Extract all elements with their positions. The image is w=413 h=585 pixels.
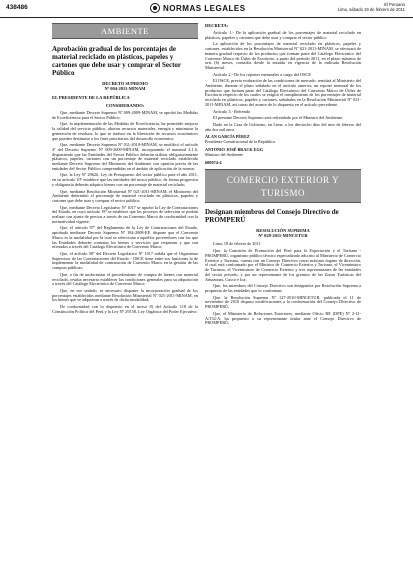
publication-name: NORMAS LEGALES bbox=[163, 3, 246, 13]
decree-type: DECRETO SUPREMO bbox=[102, 81, 148, 86]
paragraph: Que, el Ministerio de Relaciones Exteriores, mediante Oficio RE (DPE) Nº 2-11-A/152-A, ha propuesto a su representante titular ante el Consejo Directivo de PROMPERÚ; bbox=[205, 310, 361, 326]
paragraph: La aplicación de los porcentajes de material reciclado en plásticos, papeles y cartones, establecidos en la Resolución Ministerial Nº 021-2011-MINAM, se efectuará de manera gradual respecto de los productos que forman parte del Catálogo Electrónico del Convenio Marco de Útiles de Escritorio, a partir del periodo 2011, en el plazo máximo de seis (6) meses, contados desde la entrada en vigencia de la indicada Resolución Ministerial. bbox=[205, 41, 361, 70]
left-column bbox=[52, 23, 198, 316]
paragraph: Que, mediante Decreto Supremo Nº 009-2009-MINAM, se aprobó las Medidas de Ecoeficiencia para el Sector Público; bbox=[52, 110, 198, 120]
paragraph: Que, la Resolución Suprema Nº 127-2010-MINCETUR, publicada el 11 de noviembre de 2010 dispuso modificaciones a la conformación del Consejo Directivo de PROMPERÚ; bbox=[205, 294, 361, 310]
resolution-number: Nº 028-2011-MINCETUR bbox=[258, 233, 308, 239]
paragraph: Artículo 3.- Refrendo bbox=[213, 108, 251, 114]
paragraph: El presente Decreto Supremo será refrendado por el Ministro del Ambiente. bbox=[213, 115, 344, 121]
paragraph: Que, la implementación de las Medidas de Ecoeficiencia, ha permitido mejorar la calidad del servicio público, ahorrar recursos materiales, energía y minimizar la generación de residuos, lo que se traduce en la liberación de recursos económicos que pueden destinarse a los fines prioritarios del desarrollo económico; bbox=[52, 121, 198, 141]
publication-date: Lima, sábado 19 de febrero de 2011 bbox=[337, 7, 405, 12]
reference-number: 608074-4 bbox=[205, 160, 222, 166]
newspaper-name: El Peruano bbox=[384, 2, 405, 7]
publication-logo-icon bbox=[150, 3, 160, 13]
paragraph: Que, la Comisión de Promoción del Perú para la Exportación y el Turismo - PROMPERÚ, organismo público técnico especializado adscrito al Ministerio de Comercio Exterior y Turismo, cuenta con un Consejo Directivo como máximo órgano de dirección, el cual está conformado por el Ministro de Comercio Exterior y Turismo, el Viceministro de Turismo, el Viceministro de Comercio Exterior y tres representantes de las entidades del sector privado, y por un representante de los gremios de las Zonas Turísticas del Amazonas, Cusco e Ica; bbox=[205, 248, 362, 282]
paragraph: De conformidad con lo dispuesto en el inciso 8) del Artículo 118 de la Constitución Política del Perú y la Ley Nº 29158, Ley Orgánica del Poder Ejecutivo; bbox=[52, 304, 198, 314]
paragraph: Que, la Ley Nº 29626, Ley de Presupuesto del sector público para el año 2011, en su artículo 10º establece que las entidades del sector público, de forma progresiva y obligatoria deberán adquirir bienes con un porcentaje de material reciclado; bbox=[52, 172, 198, 187]
signature-name: ANTONIO JOSÉ BRACK EGG bbox=[205, 147, 263, 153]
paragraph: El OSCE, previa evaluación de las condiciones de mercado, remitirá al Ministerio del Ambiente, durante el plazo señalado en el artículo anterior, un reporte mensual de los productos que forman parte del Catálogo Electrónico del Convenio Marco de Útiles de Escritorio respecto de los cuales se exigirá el cumplimiento de los porcentajes de material reciclado en plásticos, papeles y cartones, señalados en la Resolución Ministerial Nº 021-2011-MINAM, así como del avance de lo dispuesto en el artículo precedente. bbox=[205, 78, 361, 107]
paragraph: Que, el artículo 58º del Decreto Legislativo Nº 1017 señala que el Organismo Supervisor de las Contrataciones del Estado - OSCE tiene entre sus funciones la de implementar la modalidad de contratación de Convenio Marco en la gestión de las compras públicas; bbox=[52, 250, 198, 271]
paragraph: Que, mediante Decreto Supremo Nº 011-2010-MINAM, se modificó el artículo 4º del Decreto Supremo Nº 009-2009-MINAM, incorporando el numeral 4.1.6, disponiendo que las Entidades del Sector Público deberán utilizar obligatoriamente plásticos, papeles, cartones con un porcentaje de material reciclado establecido mediante Decreto Supremo del Ministerio del Ambiente con opinión previa de las entidades del Sector Público comprendidas en el ámbito de aplicación de la norma; bbox=[52, 142, 198, 171]
section-banner-comercio: COMERCIO EXTERIOR Y TURISMO bbox=[205, 169, 361, 203]
header-right bbox=[338, 2, 405, 12]
right-column bbox=[205, 23, 361, 328]
decree-number: Nº 004-2011-MINAM bbox=[104, 86, 146, 91]
page-number: 438486 bbox=[6, 4, 28, 11]
considering-heading: CONSIDERANDO: bbox=[105, 103, 145, 108]
signature-role: Ministro del Ambiente bbox=[205, 152, 243, 158]
section-banner-ambiente: AMBIENTE bbox=[52, 23, 198, 39]
page-header bbox=[0, 0, 413, 18]
paragraph: Que, mediante Decreto Legislativo Nº 1017 se aprobó la Ley de Contrataciones del Estado, en cuyo artículo 19º se establece que los procesos de selección se podrán realizar con ajuste de precios a través de un Convenio Marco de conformidad con la normatividad vigente; bbox=[52, 204, 198, 224]
publication-title bbox=[150, 3, 246, 13]
paragraph: Artículo 1.- De la aplicación gradual de los porcentajes de material reciclado en plásticos, papeles y cartones que debe usar y comprar el sector público bbox=[205, 30, 361, 40]
paragraph: Que, en ese sentido, es necesario disponer la incorporación gradual de los porcentajes establecidos mediante Resolución Ministerial Nº 021-2011-MINAM, en los bienes que se adquieran a través de dicha modalidad; bbox=[52, 287, 198, 303]
paragraph: Que, los miembros del Consejo Directivo son designados por Resolución Suprema a propuesta de las entidades que lo conforman; bbox=[205, 283, 361, 293]
paragraph: Que, a fin de uniformizar el procedimiento de compra de bienes con material reciclado, resulta necesario establecer las condiciones generales para su adquisición a través del Catálogo Electrónico de Convenio Marco; bbox=[52, 271, 198, 287]
paragraph: Que, el artículo 97º del Reglamento de la Ley de Contrataciones del Estado, aprobado mediante Decreto Supremo Nº 184-2008-EF, dispone que el Convenio Marco es la modalidad por la cual se selecciona a aquellos proveedores con los que las Entidades deberán contratar los bienes y servicios que requieran y que son ofertados a través del Catálogo Electrónico de Convenio Marco; bbox=[52, 225, 198, 250]
paragraph: Artículo 2.- De los reportes mensuales a cargo del OSCE bbox=[213, 71, 312, 77]
signature-role: Presidente Constitucional de la República bbox=[205, 139, 276, 145]
article-title: Designan miembros del Consejo Directivo de PROMPERÚ bbox=[205, 208, 339, 225]
decree-signer: EL PRESIDENTE DE LA REPÚBLICA bbox=[52, 95, 130, 100]
resolution-type: RESOLUCIÓN SUPREMA bbox=[256, 228, 310, 234]
signature-name: ALAN GARCÍA PÉREZ bbox=[205, 134, 250, 140]
place-date: Lima, 18 de febrero de 2011 bbox=[213, 241, 261, 247]
closing-text: Dado en la Casa de Gobierno, en Lima, a los dieciocho días del mes de febrero del año dos mil once. bbox=[205, 121, 361, 132]
decree-heading: DECRETA: bbox=[205, 23, 229, 28]
paragraph: Que, mediante Resolución Ministerial Nº 021-2011-MINAM, el Ministerio del Ambiente determinó el porcentaje de material reciclado en plásticos, papeles y cartones que debe usar y comprar el sector público; bbox=[52, 188, 198, 203]
article-title: Aprobación gradual de los porcentajes de material reciclado en plásticos, papeles y cartones que debe usar y comprar el Sector Público bbox=[52, 45, 181, 77]
